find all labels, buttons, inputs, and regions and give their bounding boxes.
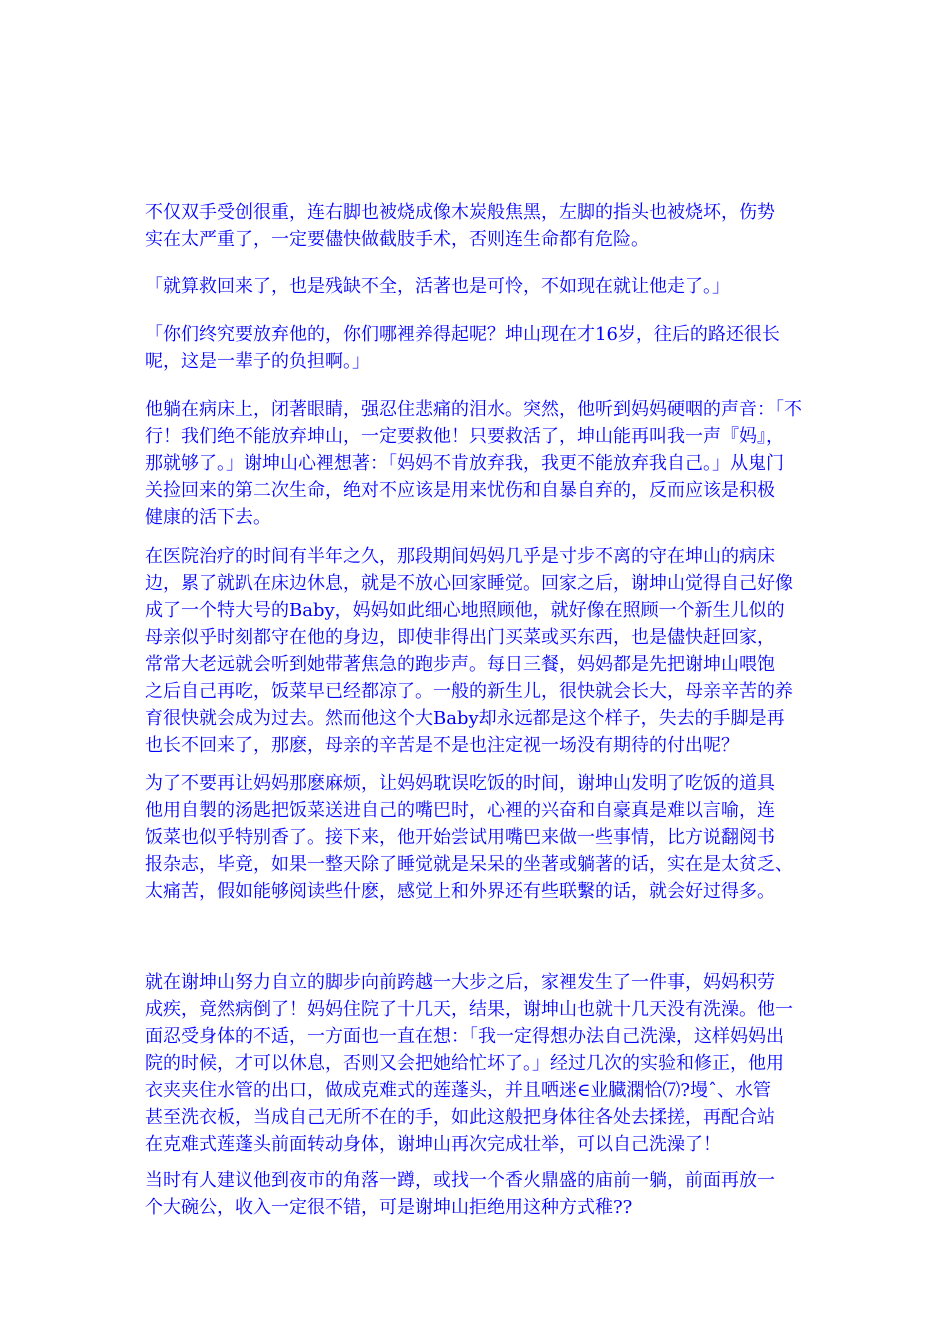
paragraph-5: 在医院治疗的时间有半年之久，那段期间妈妈几乎是寸步不离的守在坤山的病床 边，累了就趴在床边休息，就是不放心回家睡觉。回家之后，谢坤山觉得自己好像 成了一个特大号的Baby，妈妈如此细心地照顾他，就好像在照顾一个新生儿似的 母亲似乎时刻都守在他的身边，即使非得出门买菜或买东西，也是儘快赶回家， 常常大老远就会听到她带著焦急的跑步声。每日三餐，妈妈都是先把谢坤山喂饱 之后自己再吃，饭菜早已经都凉了。一般的新生儿，很快就会长大，母亲辛苦的养 育很快就会成为过去。然而他这个大Baby却永远都是这个样子，失去的手脚是再 也长不回来了，那麽，母亲的辛苦是不是也注定视一场没有期待的付出呢？ xyxy=(145,546,793,756)
paragraph-6: 为了不要再让妈妈那麽麻烦，让妈妈耽误吃饭的时间，谢坤山发明了吃饭的道具 他用自製的汤匙把饭菜送进自己的嘴巴时，心裡的兴奋和自豪真是难以言喻，连 饭菜也似乎特别香了。接下来，他开始尝试用嘴巴来做一些事情，比方说翻阅书 报杂志，毕竟，如果一整天除了睡觉就是呆呆的坐著或躺著的话，实在是太贫乏、 太痛苦，假如能够阅读些什麽，感觉上和外界还有些联繫的话，就会好过得多。 xyxy=(145,773,793,902)
paragraph-8: 当时有人建议他到夜市的角落一蹲，或找一个香火鼎盛的庙前一躺，前面再放一 个大碗公，收入一定很不错，可是谢坤山拒绝用这种方式稚?? xyxy=(145,1170,775,1218)
paragraph-1: 不仅双手受创很重，连右脚也被烧成像木炭般焦黑，左脚的指头也被烧坏，伤势 实在太严重了，一定要儘快做截肢手术，否则连生命都有危险。 xyxy=(145,202,775,250)
paragraph-2: 「就算救回来了，也是残缺不全，活著也是可怜，不如现在就让他走了。」 xyxy=(145,276,730,297)
paragraph-7: 就在谢坤山努力自立的脚步向前跨越一大步之后，家裡发生了一件事，妈妈积劳 成疾，竟然病倒了！妈妈住院了十几天，结果，谢坤山也就十几天没有洗澡。他一 面忍受身体的不适，一方面也一直在想：「我一定得想办法自己洗澡，这样妈妈出 院的时候，才可以休息，否则又会把她给忙坏了。」经过几次的实验和修正，他用 衣夹夹住水管的出口，做成克难式的莲蓬头，并且哂迷∈业臓澖恰⑺?墁ˆ、水管 甚至洗衣板，当成自己无所不在的手，如此这般把身体往各处去揉搓，再配合站 在克难式莲蓬头前面转动身体，谢坤山再次完成壮举，可以自己洗澡了！ xyxy=(145,972,793,1155)
paragraph-3: 「你们终究要放弃他的，你们哪裡养得起呢？坤山现在才16岁，往后的路还很长 呢，这是一辈子的负担啊。」 xyxy=(145,324,780,372)
paragraph-4: 他躺在病床上，闭著眼睛，强忍住悲痛的泪水。突然，他听到妈妈硬咽的声音：「不 行！我们绝不能放弃坤山，一定要救他！只要救活了，坤山能再叫我一声『妈』， 那就够了。」谢坤山心裡想著：「妈妈不肯放弃我，我更不能放弃我自己。」从鬼门 关捡回来的第二次生命，绝对不应该是用来忧伤和自暴自弃的，反而应该是积极 健康的活下去。 xyxy=(145,399,802,528)
